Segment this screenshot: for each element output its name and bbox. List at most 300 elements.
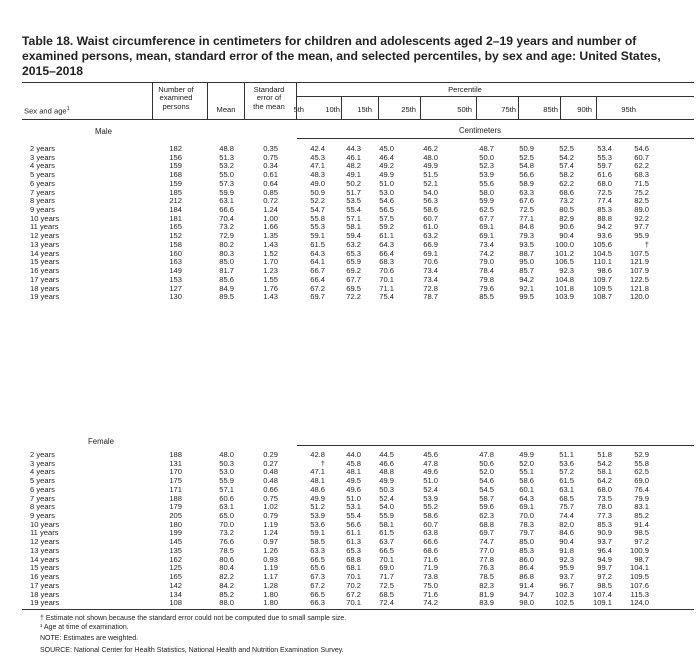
cell-percentile: 90.4	[559, 231, 574, 241]
cell-n: 188	[169, 493, 182, 503]
cell-percentile: 72.8	[423, 283, 438, 293]
cell-percentile: 56.6	[519, 170, 534, 180]
cell-percentile: 53.9	[423, 493, 438, 503]
cell-percentile: 71.9	[423, 563, 438, 573]
cell-percentile: 67.2	[346, 589, 361, 599]
cell-mean: 78.5	[219, 545, 234, 555]
cell-percentile: 122.5	[629, 274, 649, 284]
cell-n: 130	[169, 292, 182, 302]
row-age: 5 years	[30, 170, 55, 180]
cell-percentile: 52.9	[634, 450, 649, 459]
cell-percentile: 85.3	[597, 519, 612, 529]
cell-se: 0.85	[263, 187, 278, 197]
cell-percentile: 55.2	[423, 502, 438, 512]
header-number-examined: Number of examined persons	[158, 85, 194, 111]
row-age: 14 years	[30, 248, 60, 258]
cell-se: 1.28	[263, 580, 278, 590]
cell-percentile: 86.0	[519, 554, 534, 564]
cell-percentile: 77.8	[479, 554, 494, 564]
cell-percentile: 62.5	[634, 467, 649, 477]
cell-percentile: 97.7	[634, 222, 649, 232]
cell-percentile: 67.7	[479, 213, 494, 223]
cell-percentile: 54.2	[559, 152, 574, 162]
row-age: 17 years	[30, 274, 60, 284]
cell-percentile: 60.1	[519, 484, 534, 494]
cell-percentile: 45.6	[423, 450, 438, 459]
cell-percentile: 51.0	[423, 476, 438, 486]
cell-percentile: 48.2	[346, 161, 361, 171]
row-age: 11 years	[30, 528, 59, 538]
cell-percentile: 92.3	[559, 554, 574, 564]
header-p5: 5th	[293, 105, 304, 114]
cell-se: 1.19	[263, 563, 278, 573]
cell-mean: 51.3	[219, 152, 234, 162]
cell-percentile: 55.3	[597, 152, 612, 162]
cell-n: 170	[169, 467, 182, 477]
cell-percentile: 66.7	[310, 266, 325, 276]
cell-percentile: 85.2	[634, 511, 649, 521]
cell-percentile: 71.6	[423, 554, 438, 564]
cell-n: 125	[169, 563, 182, 573]
cell-n: 181	[169, 213, 182, 223]
cell-percentile: 96.4	[597, 545, 612, 555]
cell-percentile: 69.1	[479, 231, 494, 241]
cell-percentile: 63.7	[379, 537, 394, 547]
cell-percentile: 68.1	[346, 563, 361, 573]
table-top-rule	[22, 82, 694, 83]
cell-percentile: 95.9	[559, 563, 574, 573]
cell-percentile: 48.3	[310, 170, 325, 180]
cell-se: 1.43	[263, 239, 278, 249]
cell-percentile: 104.1	[629, 563, 649, 573]
cell-se: 0.97	[263, 537, 278, 547]
cell-percentile: 64.3	[379, 239, 394, 249]
row-age: 10 years	[30, 213, 60, 223]
cell-percentile: 49.9	[519, 450, 534, 459]
cell-percentile: 63.2	[346, 239, 361, 249]
cell-percentile: 71.1	[379, 283, 394, 293]
cell-percentile: 79.9	[634, 493, 649, 503]
cell-n: 159	[169, 178, 182, 188]
cell-percentile: 52.3	[479, 161, 494, 171]
section-label-male: Male	[95, 127, 112, 136]
cell-mean: 63.1	[219, 196, 234, 206]
cell-n: 163	[169, 257, 182, 267]
row-age: 2 years	[30, 450, 55, 459]
cell-percentile: 71.7	[379, 572, 394, 582]
row-age: 2 years	[30, 144, 55, 153]
cell-percentile: 55.1	[519, 467, 534, 477]
cell-percentile: 54.6	[379, 196, 394, 206]
cell-percentile: 58.5	[310, 537, 325, 547]
cell-percentile: 93.7	[597, 537, 612, 547]
cell-percentile: 93.6	[597, 231, 612, 241]
cell-percentile: 65.3	[346, 248, 361, 258]
cell-percentile: 42.4	[310, 144, 325, 153]
cell-percentile: 72.4	[379, 598, 394, 608]
cell-percentile: 59.4	[346, 231, 361, 241]
cell-n: 185	[169, 187, 182, 197]
cell-percentile: 72.2	[346, 292, 361, 302]
cell-percentile: 54.2	[597, 458, 612, 468]
cell-mean: 82.2	[219, 572, 234, 582]
header-divider	[341, 97, 342, 119]
cell-percentile: 70.1	[379, 554, 394, 564]
cell-se: 1.76	[263, 283, 278, 293]
cell-mean: 89.5	[219, 292, 234, 302]
cell-se: 1.80	[263, 589, 278, 599]
cell-mean: 81.7	[219, 266, 234, 276]
cell-mean: 53.2	[219, 161, 234, 171]
cell-n: 159	[169, 161, 182, 171]
cell-percentile: 58.2	[559, 170, 574, 180]
cell-percentile: 57.5	[379, 213, 394, 223]
cell-percentile: 65.6	[310, 563, 325, 573]
cell-percentile: 48.0	[423, 152, 438, 162]
cell-se: 0.72	[263, 196, 278, 206]
cell-percentile: 100.9	[629, 545, 649, 555]
row-age: 4 years	[30, 467, 55, 477]
row-age: 8 years	[30, 502, 55, 512]
cell-percentile: 121.9	[629, 257, 649, 267]
cell-n: 165	[169, 222, 182, 232]
cell-percentile: 63.3	[519, 187, 534, 197]
cell-percentile: 70.2	[346, 580, 361, 590]
cell-percentile: 58.6	[519, 476, 534, 486]
cell-n: 108	[169, 598, 182, 608]
cell-percentile: 68.0	[597, 484, 612, 494]
cell-percentile: 46.6	[379, 458, 394, 468]
cell-percentile: 64.2	[597, 476, 612, 486]
cell-percentile: 100.0	[554, 239, 574, 249]
cell-se: 1.17	[263, 572, 278, 582]
cell-percentile: 85.7	[519, 266, 534, 276]
cell-percentile: 59.2	[379, 222, 394, 232]
cell-percentile: 48.6	[310, 484, 325, 494]
row-age: 16 years	[30, 572, 60, 582]
cell-percentile: 55.9	[379, 511, 394, 521]
cell-percentile: 46.4	[379, 152, 394, 162]
cell-n: 145	[169, 537, 182, 547]
cell-mean: 53.0	[219, 467, 234, 477]
cell-percentile: 47.8	[479, 450, 494, 459]
cell-percentile: 70.6	[379, 266, 394, 276]
cell-percentile: 71.6	[423, 589, 438, 599]
row-age: 15 years	[30, 257, 60, 267]
cell-percentile: 79.8	[479, 274, 494, 284]
cell-percentile: 109.5	[629, 572, 649, 582]
cell-percentile: 66.6	[423, 537, 438, 547]
cell-percentile: 68.5	[559, 493, 574, 503]
cell-percentile: 59.7	[597, 161, 612, 171]
female-rows	[22, 451, 694, 608]
table-row	[22, 599, 694, 608]
cell-percentile: 62.5	[479, 205, 494, 215]
cell-percentile: 92.3	[559, 266, 574, 276]
cell-percentile: 50.6	[479, 458, 494, 468]
cell-mean: 55.0	[219, 170, 234, 180]
cell-percentile: 63.1	[559, 484, 574, 494]
cell-percentile: 78.7	[423, 292, 438, 302]
row-age: 16 years	[30, 266, 60, 276]
cell-mean: 60.6	[219, 493, 234, 503]
cell-percentile: 78.0	[597, 502, 612, 512]
cell-percentile: 53.6	[310, 519, 325, 529]
row-age: 19 years	[30, 292, 60, 302]
cell-percentile: 49.2	[379, 161, 394, 171]
cell-n: 168	[169, 170, 182, 180]
cell-percentile: 68.6	[423, 545, 438, 555]
cell-percentile: 54.0	[423, 187, 438, 197]
cell-percentile: 97.2	[634, 537, 649, 547]
cell-percentile: 83.9	[479, 598, 494, 608]
cell-mean: 59.9	[219, 187, 234, 197]
cell-percentile: 104.5	[592, 248, 612, 258]
section-label-female: Female	[88, 437, 114, 446]
cell-n: 153	[169, 274, 182, 284]
cell-mean: 85.6	[219, 274, 234, 284]
cell-percentile: 54.5	[479, 484, 494, 494]
cell-se: 1.00	[263, 213, 278, 223]
cell-percentile: 75.0	[423, 580, 438, 590]
cell-percentile: 54.6	[634, 144, 649, 153]
cell-percentile: 56.6	[346, 519, 361, 529]
cell-percentile: 77.1	[519, 213, 534, 223]
cell-percentile: 63.2	[423, 231, 438, 241]
cell-percentile: 85.3	[597, 205, 612, 215]
cell-n: 188	[169, 450, 182, 459]
cell-percentile: 52.4	[379, 493, 394, 503]
cell-percentile: 51.5	[423, 170, 438, 180]
cell-percentile: 94.7	[519, 589, 534, 599]
cell-percentile: 88.7	[519, 248, 534, 258]
cell-mean: 80.3	[219, 248, 234, 258]
cell-percentile: 66.5	[379, 545, 394, 555]
cell-percentile: 70.0	[519, 511, 534, 521]
cell-percentile: 63.3	[310, 545, 325, 555]
cell-percentile: 83.1	[634, 502, 649, 512]
cell-percentile: 86.4	[519, 563, 534, 573]
cell-percentile: 44.5	[379, 450, 394, 459]
cell-percentile: 61.6	[597, 170, 612, 180]
cell-se: 1.19	[263, 519, 278, 529]
male-rows	[22, 145, 694, 302]
cell-percentile: 85.3	[519, 545, 534, 555]
header-p85: 85th	[543, 105, 558, 114]
cell-percentile: 72.5	[379, 580, 394, 590]
row-age: 12 years	[30, 231, 60, 241]
cell-percentile: 53.4	[597, 144, 612, 153]
cell-percentile: 49.9	[423, 161, 438, 171]
cell-percentile: 86.8	[519, 572, 534, 582]
cell-mean: 70.4	[219, 213, 234, 223]
cell-percentile: 79.0	[479, 257, 494, 267]
cell-percentile: 54.0	[379, 502, 394, 512]
cell-percentile: 99.5	[519, 292, 534, 302]
cell-mean: 57.1	[219, 484, 234, 494]
row-age: 7 years	[30, 187, 55, 197]
cell-se: 0.61	[263, 170, 278, 180]
cell-percentile: 98.0	[519, 598, 534, 608]
cell-percentile: 53.0	[379, 187, 394, 197]
cell-percentile: †	[320, 458, 325, 468]
row-age: 3 years	[30, 152, 55, 162]
cell-percentile: 59.6	[479, 502, 494, 512]
row-age: 5 years	[30, 476, 55, 486]
cell-mean: 70.0	[219, 519, 234, 529]
header-divider	[244, 83, 245, 119]
header-p50: 50th	[457, 105, 472, 114]
cell-percentile: 69.7	[479, 528, 494, 538]
cell-percentile: 61.1	[379, 231, 394, 241]
cell-percentile: 94.2	[519, 274, 534, 284]
cell-percentile: 71.5	[634, 178, 649, 188]
cell-percentile: 105.6	[592, 239, 612, 249]
cell-percentile: 82.3	[479, 580, 494, 590]
row-age: 17 years	[30, 580, 60, 590]
cell-percentile: 109.7	[592, 274, 612, 284]
cell-percentile: 72.5	[519, 205, 534, 215]
cell-mean: 66.6	[219, 205, 234, 215]
row-age: 13 years	[30, 239, 60, 249]
row-age: 6 years	[30, 178, 55, 188]
cell-percentile: 82.5	[634, 196, 649, 206]
cell-percentile: 68.8	[479, 519, 494, 529]
cell-percentile: 59.9	[479, 196, 494, 206]
cell-percentile: 61.5	[559, 476, 574, 486]
cell-percentile: 91.4	[634, 519, 649, 529]
cell-percentile: 66.5	[310, 554, 325, 564]
cell-n: 182	[169, 144, 182, 153]
cell-percentile: 64.3	[310, 248, 325, 258]
cell-percentile: 57.2	[559, 467, 574, 477]
cell-percentile: 60.7	[634, 152, 649, 162]
cell-se: 0.75	[263, 152, 278, 162]
cell-mean: 85.0	[219, 257, 234, 267]
cell-percentile: 67.7	[346, 274, 361, 284]
cell-percentile: 109.1	[592, 598, 612, 608]
cell-percentile: 44.0	[346, 450, 361, 459]
cell-percentile: 94.9	[597, 554, 612, 564]
cell-percentile: 69.2	[346, 266, 361, 276]
cell-n: 134	[169, 589, 182, 599]
cell-percentile: 50.9	[310, 187, 325, 197]
header-p15: 15th	[357, 105, 372, 114]
row-age: 7 years	[30, 493, 55, 503]
cell-percentile: 73.5	[597, 493, 612, 503]
cell-percentile: 102.5	[554, 598, 574, 608]
cell-percentile: 45.0	[379, 144, 394, 153]
header-divider	[378, 97, 379, 119]
cell-percentile: 88.8	[597, 213, 612, 223]
cell-percentile: 69.1	[423, 248, 438, 258]
cell-percentile: 85.5	[479, 292, 494, 302]
cell-percentile: 92.2	[634, 213, 649, 223]
cell-percentile: 58.0	[479, 187, 494, 197]
header-p25: 25th	[401, 105, 416, 114]
cell-se: 0.93	[263, 554, 278, 564]
cell-percentile: 46.1	[346, 152, 361, 162]
cell-percentile: 67.3	[310, 572, 325, 582]
cell-percentile: 48.1	[310, 476, 325, 486]
cell-n: 212	[169, 196, 182, 206]
cell-se: 0.75	[263, 493, 278, 503]
cell-percentile: 90.4	[559, 537, 574, 547]
cell-percentile: 68.8	[346, 554, 361, 564]
row-age: 18 years	[30, 283, 60, 293]
cell-percentile: 51.8	[597, 450, 612, 459]
cell-percentile: 67.6	[519, 196, 534, 206]
cell-percentile: 57.4	[559, 161, 574, 171]
header-p75: 75th	[501, 105, 516, 114]
cell-percentile: 107.6	[629, 580, 649, 590]
cell-percentile: 58.1	[346, 222, 361, 232]
cell-percentile: 49.9	[379, 170, 394, 180]
cell-percentile: 53.5	[346, 196, 361, 206]
cell-percentile: 98.7	[634, 554, 649, 564]
cell-percentile: 54.7	[310, 205, 325, 215]
cell-percentile: 47.8	[423, 458, 438, 468]
cell-percentile: 49.6	[346, 484, 361, 494]
cell-percentile: 45.8	[346, 458, 361, 468]
cell-se: 1.52	[263, 248, 278, 258]
cell-percentile: 78.4	[479, 266, 494, 276]
cell-percentile: 52.5	[519, 152, 534, 162]
cell-percentile: 48.8	[379, 467, 394, 477]
cell-se: 1.02	[263, 502, 278, 512]
cell-percentile: 66.4	[379, 248, 394, 258]
cell-n: 205	[169, 511, 182, 521]
cell-percentile: 73.8	[423, 572, 438, 582]
header-bottom-rule	[22, 119, 694, 120]
cell-percentile: 73.4	[423, 274, 438, 284]
cell-percentile: 90.9	[597, 528, 612, 538]
cell-percentile: 107.5	[629, 248, 649, 258]
header-divider	[596, 97, 597, 119]
header-divider	[560, 97, 561, 119]
cell-percentile: 110.1	[593, 257, 612, 267]
cell-percentile: 61.1	[346, 528, 361, 538]
cell-mean: 55.9	[219, 476, 234, 486]
cell-percentile: 84.6	[559, 528, 574, 538]
cell-percentile: 68.6	[559, 187, 574, 197]
cell-percentile: 69.7	[310, 292, 325, 302]
cell-se: 1.24	[263, 528, 278, 538]
cell-percentile: 55.3	[310, 222, 325, 232]
cell-mean: 73.2	[219, 528, 234, 538]
cell-n: 131	[169, 458, 182, 468]
cell-percentile: 74.2	[423, 598, 438, 608]
cell-mean: 57.3	[219, 178, 234, 188]
cell-percentile: 98.5	[597, 580, 612, 590]
cell-n: 142	[169, 580, 182, 590]
cell-percentile: 55.6	[479, 178, 494, 188]
cell-percentile: 56.3	[423, 196, 438, 206]
cell-percentile: 70.1	[346, 598, 361, 608]
cell-percentile: 63.8	[423, 528, 438, 538]
cell-percentile: 46.2	[423, 144, 438, 153]
table-bottom-rule	[22, 609, 694, 610]
cell-percentile: 107.4	[592, 589, 612, 599]
header-divider	[207, 83, 208, 119]
cell-percentile: 78.3	[519, 519, 534, 529]
cell-percentile: 103.9	[554, 292, 574, 302]
cell-percentile: 49.0	[310, 178, 325, 188]
cell-percentile: 99.7	[597, 563, 612, 573]
cell-se: 1.66	[263, 222, 278, 232]
cell-se: 0.79	[263, 511, 278, 521]
units-rule	[297, 138, 694, 139]
